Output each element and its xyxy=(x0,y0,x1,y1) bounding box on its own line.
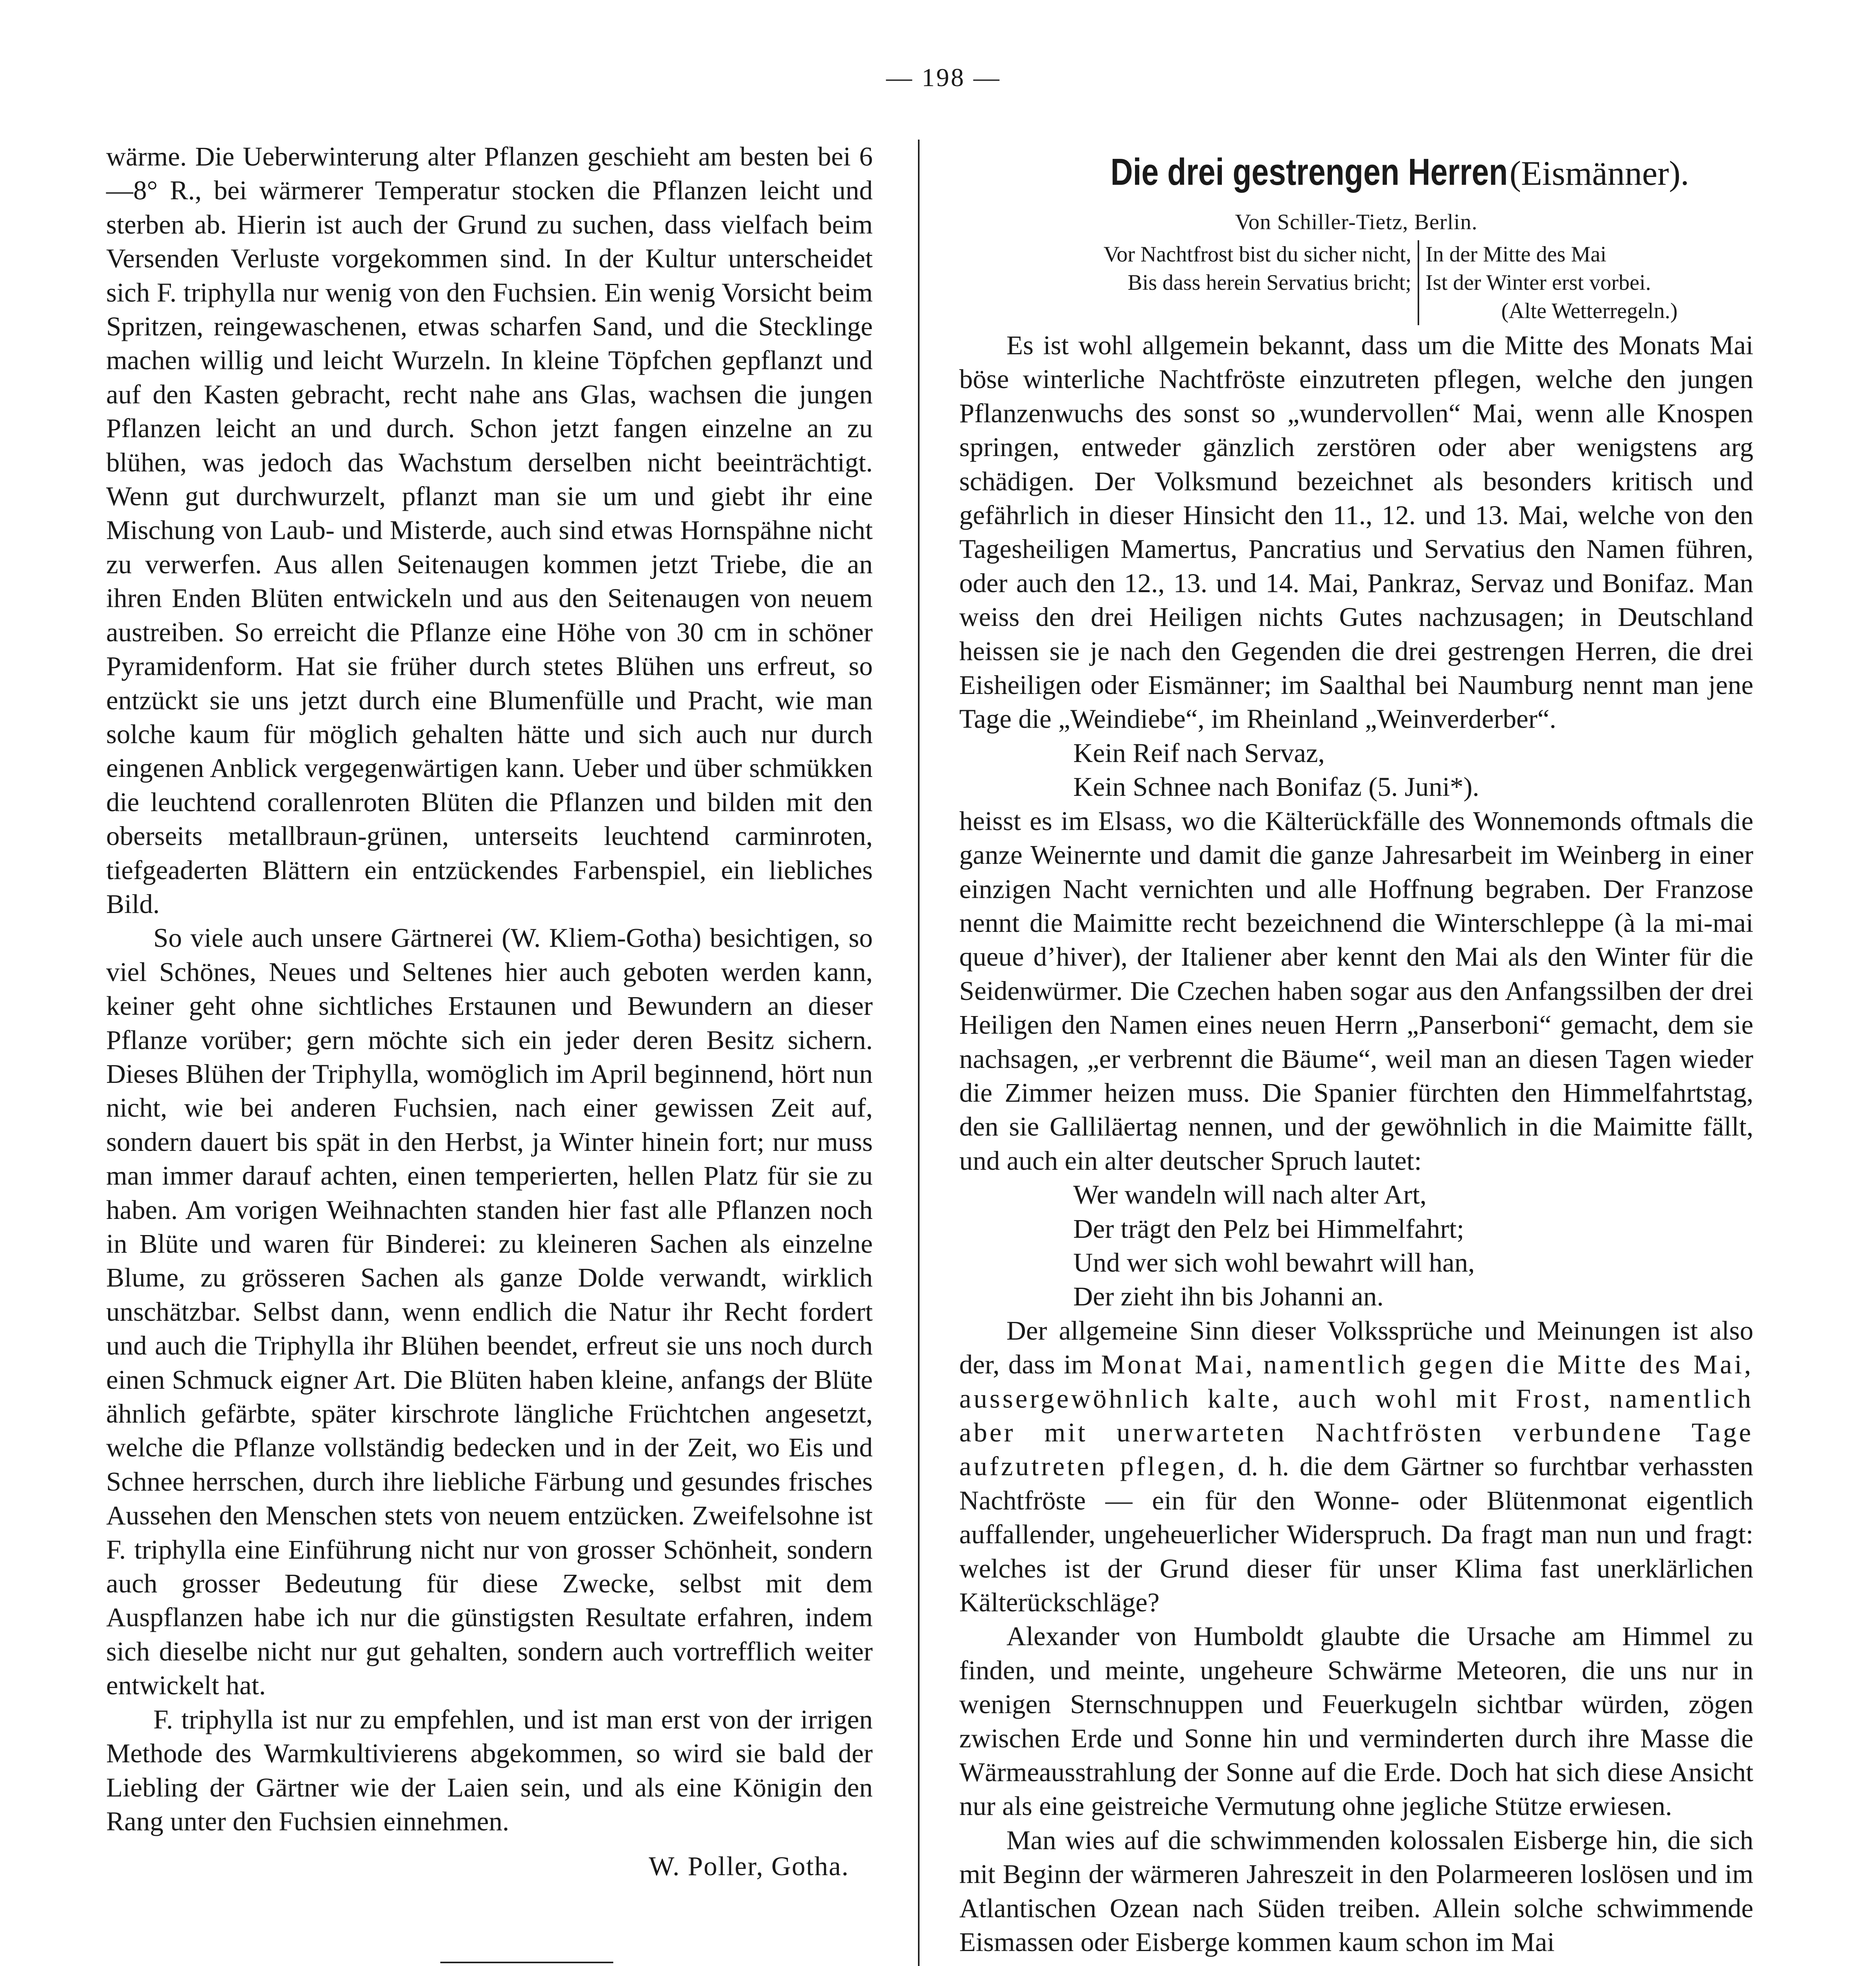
motto-right-line-2: Ist der Winter erst vorbei. xyxy=(1425,271,1651,295)
article-title xyxy=(959,151,1753,205)
para3-text-start: Der allgemeine Sinn dieser Volkssprüche und Meinungen ist also der, dass im xyxy=(959,1315,1753,1380)
author-signature: W. Poller, Gotha. xyxy=(649,1851,849,1881)
left-paragraph-2: So viele auch unsere Gärtnerei (W. Kliem-Gotha) besichtigen, so viel Schönes, Neues und Seltenes hier auch geboten werden kann, keiner geht ohne sichtliches Erstaunen und Bewundern an dieser Pflanze vorüber; gern möchte sich ein jeder deren Besitz sichern. Dieses Blühen der Triphylla, womöglich im April beginnend, hört nun nicht, wie bei anderen Fuchsien, nach einer gewissen Zeit auf, sondern dauert bis spät in den Herbst, ja Winter hinein fort; nur muss man immer darauf achten, einen temperierten, hellen Platz für sie zu haben. Am vorigen Weihnachten standen hier fast alle Pflanzen noch in Blüte und waren für Binderei: zu kleineren Sachen als einzelne Blume, zu grösseren Sachen als ganze Dolde verwandt, wirklich unschätzbar. Selbst dann, wenn endlich die Natur ihr Recht fordert und auch die Triphylla ihr Blühen beendet, erfreut sie uns noch durch einen Schmuck eigner Art. Die Blüten haben kleine, anfangs der Blüte ähnlich gefärbte, später kirschrote längliche Früchtchen angesetzt, welche die Pflanze vollständig bedecken und in der Zeit, wo Eis und Schnee herrschen, durch ihre liebliche Färbung und gesundes frisches Aussehen den Menschen stets von neuem entzücken. Zweifelsohne ist F. triphylla eine Einführung nicht nur von grosser Schönheit, sondern auch grosser Bedeutung für diese Zwecke, selbst mit dem Auspflanzen habe ich nur die günstigsten Resultate erfahren, indem sich dieselbe nicht nur gut gehalten, sondern auch vortrefflich weiter entwickelt hat. xyxy=(106,923,873,1701)
para3-text-end: d. h. die dem Gärtner so furchtbar verhassten Nachtfröste — ein für den Wonne- oder Blütenmonat eigentlich auffallender, ungeheuerlicher Widerspruch. Da fragt man nun und fragt: welches ist der Grund dieser für unser Klima fast unerklärlichen Kälterückschläge? xyxy=(959,1451,1754,1618)
verse-line: Der trägt den Pelz bei Himmelfahrt; xyxy=(1073,1213,1464,1244)
right-paragraph-2: heisst es im Elsass, wo die Kälterückfälle des Wonnemonds oftmals die ganze Weinernte und damit die ganze Jahresarbeit im Weinberg in einer einzigen Nacht vernichten und alle Hoffnung begraben. Der Franzose nennt die Maimitte recht bezeichnend die Winterschleppe (à la mi-mai queue d’hiver), der Italiener aber kennt den Mai als den Winter für die Seidenwürmer. Die Czechen haben sogar aus den Anfangssilben der drei Heiligen den Namen eines neuen Herrn „Panserboni“ gemacht, dem sie nachsagen, „er verbrennt die Bäume“, weil man an diesen Tagen wieder die Zimmer heizen muss. Die Spanier fürchten den Himmelfahrtstag, den sie Galliläertag nennen, und der gewöhnlich in die Maimitte fällt, und auch ein alter deutscher Spruch lautet: xyxy=(959,806,1753,1176)
motto-right-line-1: In der Mitte des Mai xyxy=(1425,242,1607,267)
end-rule xyxy=(440,1962,613,1963)
motto-source: (Alte Wetterregeln.) xyxy=(1501,299,1678,323)
verse-line: Kein Schnee nach Bonifaz (5. Juni*). xyxy=(1073,772,1479,802)
right-paragraph-1: Es ist wohl allgemein bekannt, dass um die Mitte des Monats Mai böse winterliche Nachtfröste einzutreten pflegen, welche den jungen Pflanzenwuchs des sonst so „wundervollen“ Mai, wenn alle Knospen springen, entweder gänzlich zerstören oder aber wenigstens arg schädigen. Der Volksmund bezeichnet als besonders kritisch und gefährlich in dieser Hinsicht den 11., 12. und 13. Mai, welche von den Tagesheiligen Mamertus, Pancratius und Servatius den Namen führen, oder auch den 12., 13. und 14. Mai, Pankraz, Servaz und Bonifaz. Man weiss den drei Heiligen nichts Gutes nachzusagen; in Deutschland heissen sie je nach den Gegenden die drei gestrengen Herren, die drei Eisheiligen oder Eismänner; im Saalthal bei Naumburg nennt man jene Tage die „Weindiebe“, im Rheinland „Weinverderber“. xyxy=(959,330,1753,734)
para3-emphasis-middle: namentlich gegen die Mitte des Mai, aussergewöhnlich kalte, auch wohl mit Frost, namentlich aber mit unerwarteten Nachtfrösten verbundene Tage aufzutreten pflegen, xyxy=(959,1349,1753,1482)
article-title-paren: (Eismänner). xyxy=(1509,155,1689,193)
left-paragraph-1: wärme. Die Ueberwinterung alter Pflanzen geschieht am besten bei 6—8° R., bei wärmerer Temperatur stocken die Pflanzen leicht und sterben ab. Hierin ist auch der Grund zu suchen, dass vielfach beim Versenden Verluste vorgekommen sind. In der Kultur unterscheidet sich F. triphylla nur wenig von den Fuchsien. Ein wenig Vorsicht beim Spritzen, reingewaschenen, etwas scharfen Sand, und die Stecklinge machen willig und leicht Wurzeln. In kleine Töpfchen gepflanzt und auf den Kasten gebracht, recht nahe ans Glas, wachsen die jungen Pflanzen leicht an und durch. Schon jetzt fangen einzelne an zu blühen, was jedoch das Wachstum derselben nicht beeinträchtigt. Wenn gut durchwurzelt, pflanzt man sie um und giebt ihr eine Mischung von Laub- und Misterde, auch sind etwas Hornspähne nicht zu verwerfen. Aus allen Seitenaugen kommen jetzt Triebe, die an ihren Enden Blüten entwickeln und aus den Seitenaugen von neuem austreiben. So erreicht die Pflanze eine Höhe von 30 cm in schöner Pyramidenform. Hat sie früher durch stetes Blühen uns erfreut, so entzückt sie uns jetzt durch eine Blumenfülle und Pracht, wie man solche kaum für möglich gehalten hätte und sich auch nur durch eingenen Anblick vergegenwärtigen kann. Ueber und über schmükken die leuchtend corallenroten Blüten die Pflanzen und bilden mit den oberseits metallbraun-grünen, unterseits leuchtend carminroten, tiefgeaderten Blättern ein entzückendes Farbenspiel, ein liebliches Bild. xyxy=(106,142,873,919)
right-column xyxy=(959,140,1753,1966)
motto-block xyxy=(959,240,1753,325)
verse-line: Kein Reif nach Servaz, xyxy=(1073,738,1325,768)
right-paragraph-4: Alexander von Humboldt glaubte die Ursache am Himmel zu finden, und meinte, ungeheure Schwärme Meteoren, die uns nur in wenigen Sternschnuppen und Feuerkugeln sichtbar würden, zögen zwischen Erde und Sonne hin und verminderten durch ihre Masse die Wärmeausstrahlung der Sonne auf die Erde. Doch hat sich diese Ansicht nur als eine geistreiche Vermutung ohne jegliche Stütze erwiesen. xyxy=(959,1621,1753,1821)
left-paragraph-3: F. triphylla ist nur zu empfehlen, und ist man erst von der irrigen Methode des Warmkultivierens abgekommen, so wird sie bald der Liebling der Gärtner wie der Laien sein, und als eine Königin den Rang unter den Fuchsien einnehmen. xyxy=(106,1704,873,1836)
article-title-main: Die drei gestrengen Herren xyxy=(1111,151,1508,193)
right-paragraph-5: Man wies auf die schwimmenden kolossalen Eisberge hin, die sich mit Beginn der wärmeren Jahreszeit in den Polarmeeren loslösen und im Atlantischen Ozean nach Süden treiben. Allein solche schwimmende Eismassen oder Eisberge kommen kaum schon im Mai xyxy=(959,1825,1753,1957)
verse-himmelfahrt xyxy=(959,1178,1753,1314)
motto-right xyxy=(1419,240,1753,325)
verse-line: Der zieht ihn bis Johanni an. xyxy=(1073,1281,1384,1312)
page-number: — 198 — xyxy=(886,63,1001,92)
verse-line: Und wer sich wohl bewahrt will han, xyxy=(1073,1247,1475,1278)
para3-emphasis-month: Monat Mai, xyxy=(1101,1349,1255,1380)
left-column xyxy=(106,140,873,1963)
column-divider xyxy=(918,140,920,1966)
verse-servaz xyxy=(959,736,1753,804)
verse-line: Wer wandeln will nach alter Art, xyxy=(1073,1180,1427,1210)
motto-left-line-1: Vor Nachtfrost bist du sicher nicht, xyxy=(1104,242,1411,267)
article-byline: Von Schiller-Tietz, Berlin. xyxy=(1235,210,1478,234)
motto-left xyxy=(959,240,1419,325)
right-paragraph-3 xyxy=(959,1314,1753,1620)
motto-left-line-2: Bis dass herein Servatius bricht; xyxy=(1127,271,1411,295)
